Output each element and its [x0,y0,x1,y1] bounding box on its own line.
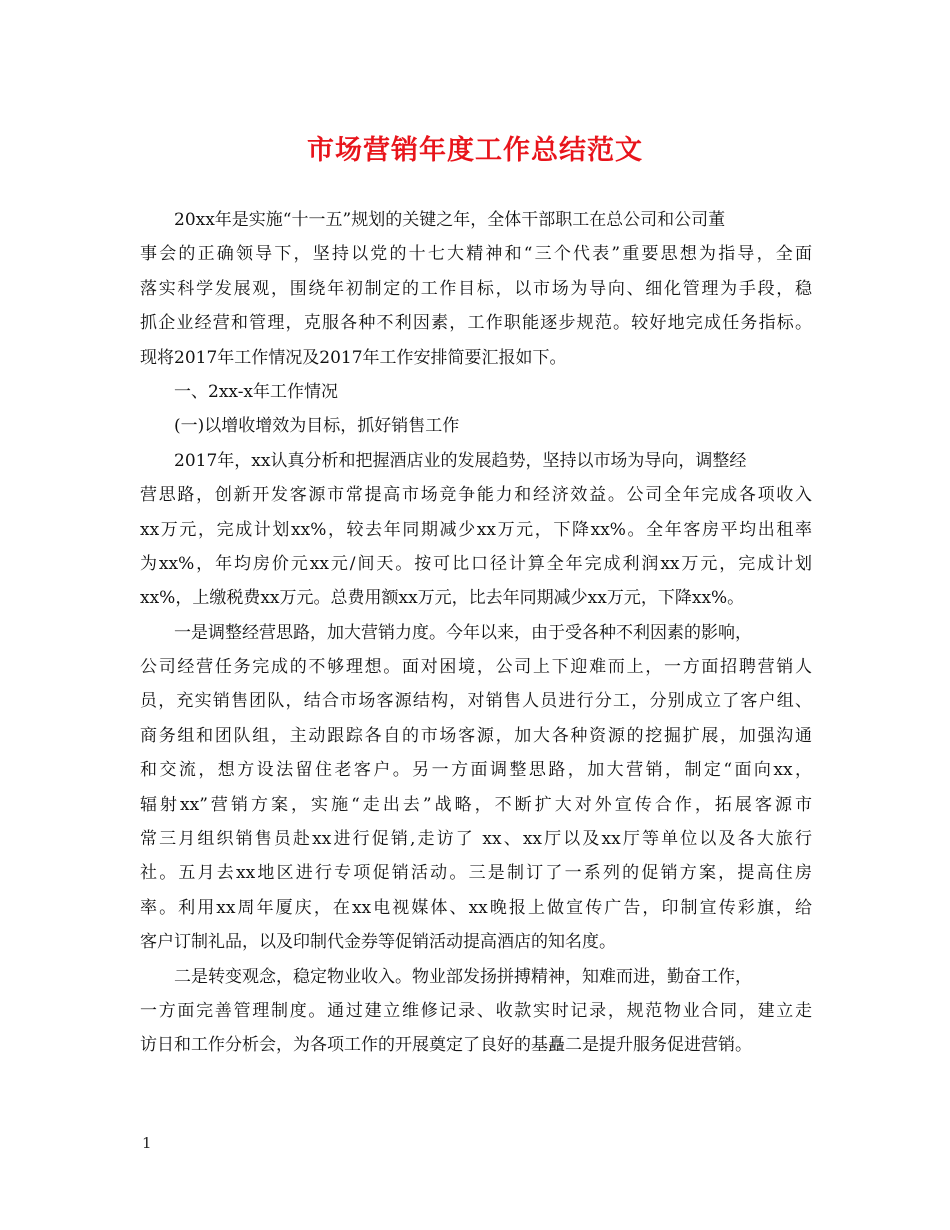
subsection-heading: (一)以增收增效为目标，抓好销售工作 [174,416,460,437]
paragraph-line: 抓企业经营和管理，克服各种不利因素，工作职能逐步规范。较好地完成任务指标。 [140,313,812,334]
paragraph-line: 为xx%，年均房价元xx元/间天。按可比口径计算全年完成利润xx万元，完成计划 [140,553,812,574]
paragraph-line: xx万元，完成计划xx%，较去年同期减少xx万元，下降xx%。全年客房平均出租率 [140,519,812,540]
page-number: 1 [142,1134,152,1152]
paragraph-line: 员，充实销售团队，结合市场客源结构，对销售人员进行分工，分别成立了客户组、 [140,691,812,712]
paragraph-line: 社。五月去xx地区进行专项促销活动。三是制订了一系列的促销方案，提高住房 [140,863,812,884]
document-body [140,203,812,1063]
paragraph-line: 商务组和团队组，主动跟踪各自的市场客源，加大各种资源的挖掘扩展，加强沟通 [140,725,812,746]
paragraph-line: 落实科学发展观，围绕年初制定的工作目标，以市场为导向、细化管理为手段，稳 [140,278,812,299]
document-title: 市场营销年度工作总结范文 [307,135,643,166]
paragraph-line: 公司经营任务完成的不够理想。面对困境，公司上下迎难而上，一方面招聘营销人 [140,657,812,678]
paragraph-line: 常三月组织销售员赴xx进行促销,走访了 xx、xx厅以及xx厅等单位以及各大旅行 [140,829,812,850]
paragraph-line: 一方面完善管理制度。通过建立维修记录、收款实时记录，规范物业合同，建立走 [140,1000,812,1021]
paragraph-line: 率。利用xx周年厦庆，在xx电视媒体、xx晚报上做宣传广告，印制宣传彩旗，给 [140,897,812,918]
paragraph-line: 营思路，创新开发客源市常提高市场竞争能力和经济效益。公司全年完成各项收入 [140,485,812,506]
paragraph-line: 二是转变观念，稳定物业收入。物业部发扬拼搏精神，知难而进，勤奋工作， [174,966,752,987]
paragraph-line: 客户订制礼品，以及印制代金券等促销活动提高酒店的知名度。 [140,932,616,953]
paragraph-line: 事会的正确领导下，坚持以党的十七大精神和“三个代表”重要思想为指导，全面 [140,244,812,265]
paragraph-line: 2017年，xx认真分析和把握酒店业的发展趋势，坚持以市场为导向，调整经 [174,450,747,471]
paragraph-line: 一是调整经营思路，加大营销力度。今年以来，由于受各种不利因素的影响， [174,622,752,643]
section-heading: 一、2xx-x年工作情况 [174,381,339,402]
paragraph-line: 辐射xx”营销方案，实施“走出去”战略，不断扩大对外宣传合作，拓展客源市 [140,794,812,815]
paragraph-line: 和交流，想方设法留住老客户。另一方面调整思路，加大营销，制定“面向xx， [140,760,812,781]
paragraph-line: 访日和工作分析会，为各项工作的开展奠定了良好的基矗二是提升服务促进营销。 [140,1035,752,1056]
paragraph-line: 20xx年是实施“十一五”规划的关键之年，全体干部职工在总公司和公司董 [174,210,726,230]
paragraph-line: 现将2017年工作情况及2017年工作安排简要汇报如下。 [140,347,567,368]
paragraph-line: xx%，上缴税费xx万元。总费用额xx万元，比去年同期减少xx万元，下降xx%。 [140,588,745,609]
